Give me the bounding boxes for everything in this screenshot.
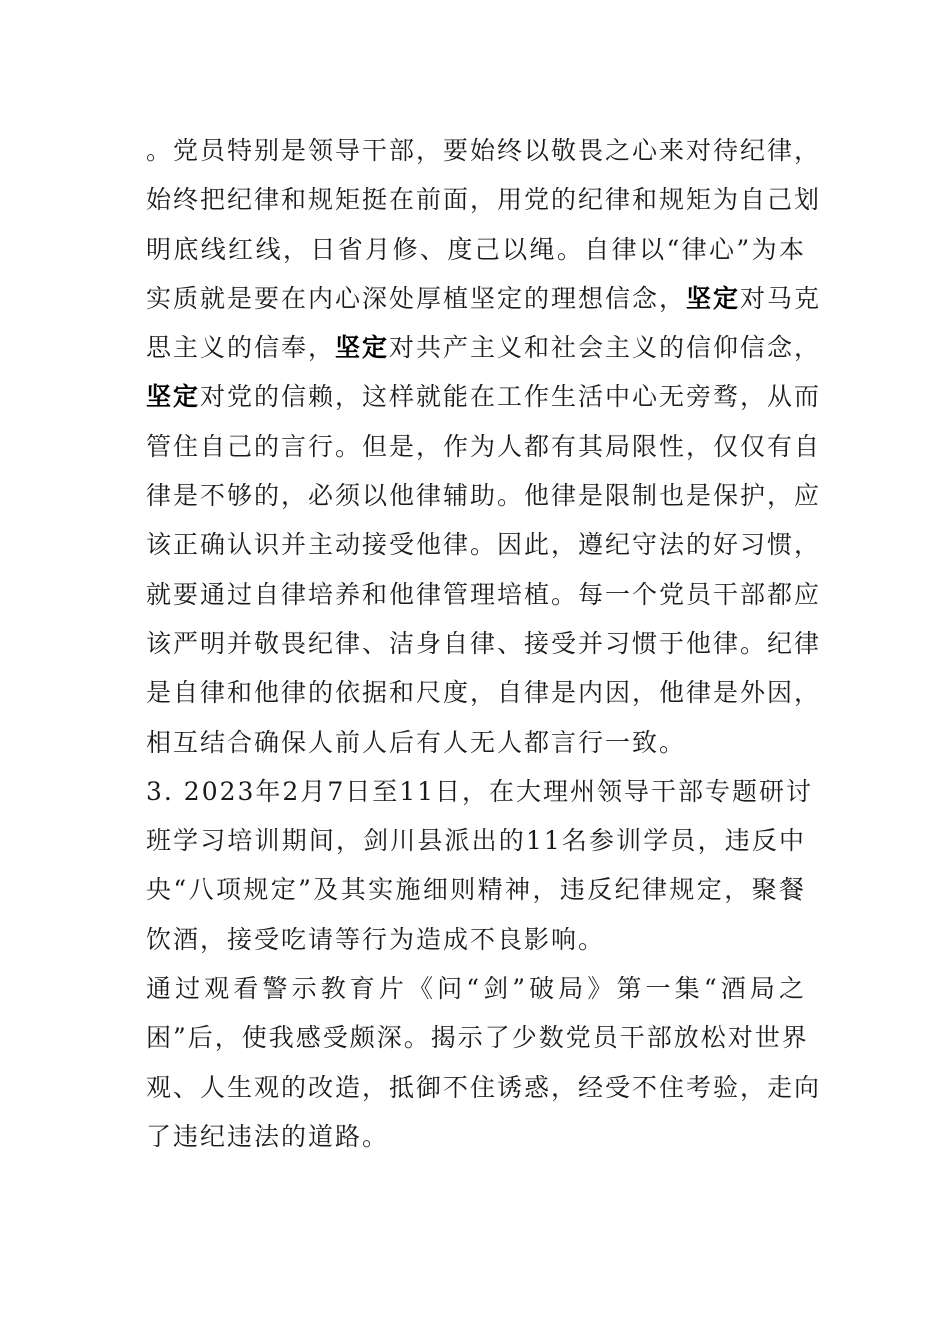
text-segment: 了违纪违法的道路。 [146,1121,390,1151]
text-segment: 观、人生观的改造，抵御不住诱惑，经受不住考验，走向 [146,1072,822,1102]
text-line [146,471,822,520]
text-segment: 该正确认识并主动接受他律。因此，遵纪守法的好习惯， [146,530,822,560]
text-line [146,1063,822,1112]
text-line [146,816,806,865]
text-segment: 央“八项规定”及其实施细则精神，违反纪律规定，聚餐 [146,875,806,905]
text-segment: 饮酒，接受吃请等行为造成不良影响。 [146,924,606,954]
text-line [146,570,822,619]
text-segment: 班学习培训期间，剑川县派出的11名参训学员，违反中 [146,826,806,856]
text-segment: 相互结合确保人前人后有人无人都言行一致。 [146,727,687,757]
text-line [146,126,822,175]
text-segment: 通过观看警示教育片《问“剑”破局》第一集“酒局之 [146,974,806,1004]
text-segment: 就要通过自律培养和他律管理培植。每一个党员干部都应 [146,579,822,609]
text-segment: 对共产主义和社会主义的信仰信念， [389,333,822,363]
text-line [146,964,806,1013]
bold-text-segment: 坚定 [335,333,390,363]
text-segment: 3. 2023年2月7日至11日，在大理州领导干部专题研讨 [146,776,814,806]
text-segment: 困”后，使我感受颇深。揭示了少数党员干部放松对世界 [146,1023,809,1053]
text-segment: 实质就是要在内心深处厚植坚定的理想信念， [146,283,687,313]
text-line [146,372,822,421]
text-line [146,619,822,668]
text-segment: 思主义的信奉， [146,333,336,363]
text-line [146,1013,809,1062]
text-line [146,668,822,717]
text-segment: 管住自己的言行。但是，作为人都有其局限性，仅仅有自 [146,431,822,461]
text-line [146,520,822,569]
text-line [146,718,806,767]
text-line [146,767,814,816]
text-segment: 。党员特别是领导干部，要始终以敬畏之心来对待纪律， [146,136,822,165]
text-segment: 律是不够的，必须以他律辅助。他律是限制也是保护，应 [146,481,822,511]
text-line [146,865,806,914]
document-body [146,126,822,1161]
text-line [146,915,806,964]
text-line [146,323,822,372]
text-line [146,225,806,274]
text-segment: 始终把纪律和规矩挺在前面，用党的纪律和规矩为自己划 [146,185,822,215]
text-segment: 明底线红线，日省月修、度己以绳。自律以“律心”为本 [146,234,806,264]
text-segment: 该严明并敬畏纪律、洁身自律、接受并习惯于他律。纪律 [146,628,822,658]
bold-text-segment: 坚定 [146,382,201,412]
text-line [146,1112,806,1161]
text-segment: 对马克 [740,283,822,313]
text-segment: 是自律和他律的依据和尺度，自律是内因，他律是外因， [146,678,822,708]
bold-text-segment: 坚定 [686,283,741,313]
text-line [146,175,822,224]
text-segment: 对党的信赖，这样就能在工作生活中心无旁骛，从而 [200,382,822,412]
text-line [146,274,822,323]
text-line [146,422,822,471]
